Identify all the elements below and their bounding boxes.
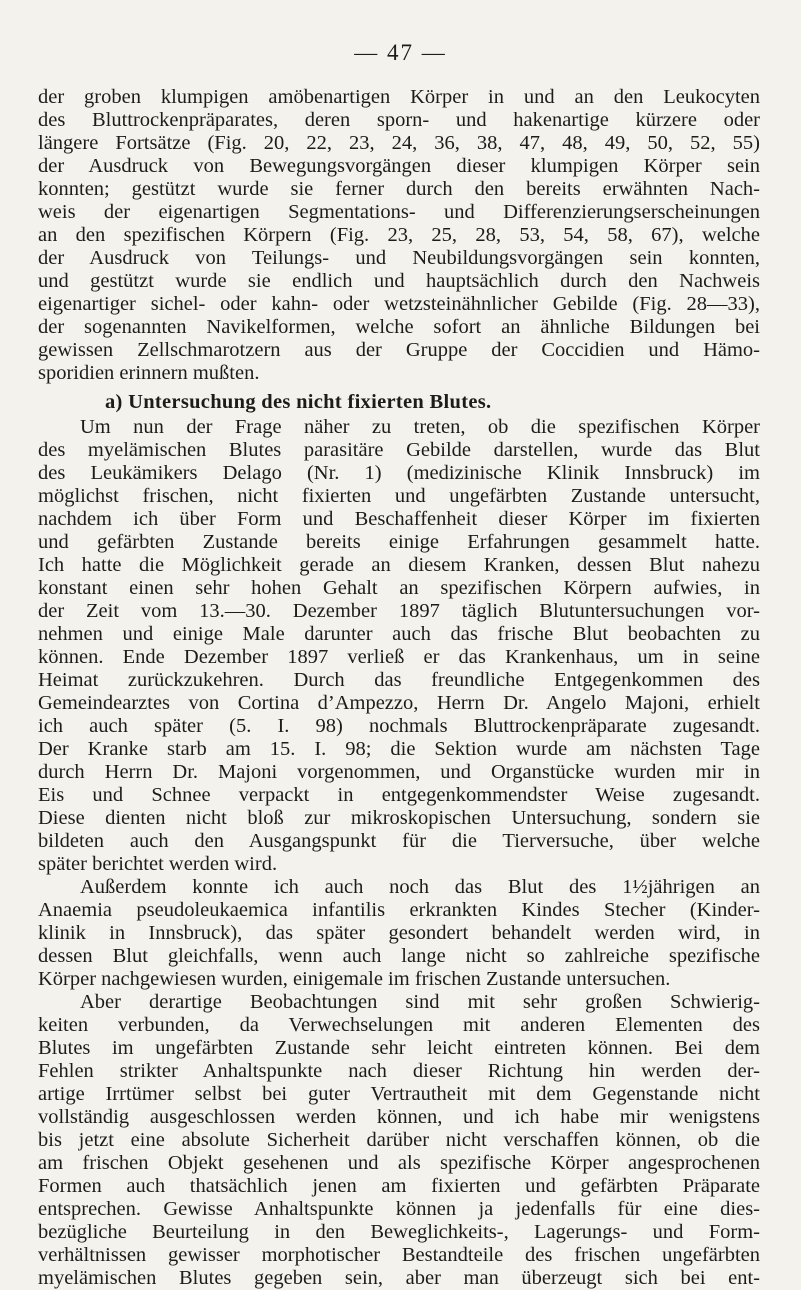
text-line: durch Herrn Dr. Majoni vorgenommen, und Organstücke wurden mir in <box>38 761 760 783</box>
paragraph <box>38 86 760 385</box>
text-line: gewissen Zellschmarotzern aus der Gruppe der Coccidien und Hämo- <box>38 339 760 361</box>
text-line: längere Fortsätze (Fig. 20, 22, 23, 24, 36, 38, 47, 48, 49, 50, 52, 55) <box>38 132 760 154</box>
text-line: myelämischen Blutes gegeben sein, aber man überzeugt sich bei ent- <box>38 1267 760 1289</box>
text-line: artige Irrtümer selbst bei guter Vertrautheit mit dem Gegenstande nicht <box>38 1083 760 1105</box>
text-line: am frischen Objekt gesehenen und als spezifische Körper angesprochenen <box>38 1152 760 1174</box>
text-line: Gemeindearztes von Cortina d’Ampezzo, Herrn Dr. Angelo Majoni, erhielt <box>38 692 760 714</box>
text-line: keiten verbunden, da Verwechselungen mit anderen Elementen des <box>38 1014 760 1036</box>
text-line: der sogenannten Navikelformen, welche sofort an ähnliche Bildungen bei <box>38 316 760 338</box>
text-line: Fehlen strikter Anhaltspunkte nach dieser Richtung hin werden der- <box>38 1060 760 1082</box>
text-line: sporidien erinnern mußten. <box>38 362 260 384</box>
text-line: an den spezifischen Körpern (Fig. 23, 25, 28, 53, 54, 58, 67), welche <box>38 224 760 246</box>
paragraph <box>38 991 760 1290</box>
text-line: klinik in Innsbruck), das später gesondert behandelt werden wird, in <box>38 922 760 944</box>
text-line: Eis und Schnee verpackt in entgegenkommendster Weise zugesandt. <box>38 784 760 806</box>
text-line: später berichtet werden wird. <box>38 853 278 875</box>
text-line: Aber derartige Beobachtungen sind mit sehr großen Schwierig- <box>80 991 760 1013</box>
text-line: Blutes im ungefärbten Zustande sehr leicht eintreten können. Bei dem <box>38 1037 760 1059</box>
text-line: des myelämischen Blutes parasitäre Gebilde darstellen, wurde das Blut <box>38 439 760 461</box>
text-line: ich auch später (5. I. 98) nochmals Bluttrockenpräparate zugesandt. <box>38 715 760 737</box>
text-line: Der Kranke starb am 15. I. 98; die Sektion wurde am nächsten Tage <box>38 738 760 760</box>
text-line: und gestützt wurde sie endlich und hauptsächlich durch den Nachweis <box>38 270 760 292</box>
text-line: möglichst frischen, nicht fixierten und ungefärbten Zustande untersucht, <box>38 485 760 507</box>
text-line: der Zeit vom 13.—30. Dezember 1897 täglich Blutuntersuchungen vor- <box>38 600 760 622</box>
text-line: Heimat zurückzukehren. Durch das freundliche Entgegenkommen des <box>38 669 760 691</box>
text-line: vollständig ausgeschlossen werden können, und ich habe mir wenigstens <box>38 1106 760 1128</box>
text-line: bildeten auch den Ausgangspunkt für die Tierversuche, über welche <box>38 830 760 852</box>
section-heading: a) Untersuchung des nicht fixierten Blutes. <box>105 391 492 413</box>
body-text <box>38 86 760 1290</box>
text-line: Außerdem konnte ich auch noch das Blut des 1½jährigen an <box>80 876 760 898</box>
text-line: entsprechen. Gewisse Anhaltspunkte können ja jedenfalls für eine dies- <box>38 1198 760 1220</box>
text-line: der Ausdruck von Teilungs- und Neubildungsvorgängen sein konnten, <box>38 247 760 269</box>
page-number: — 47 — <box>354 40 447 65</box>
text-line: des Leukämikers Delago (Nr. 1) (medizinische Klinik Innsbruck) im <box>38 462 760 484</box>
text-line: des Bluttrockenpräparates, deren sporn- und hakenartige kürzere oder <box>38 109 760 131</box>
text-line: Körper nachgewiesen wurden, einigemale im frischen Zustande untersuchen. <box>38 968 671 990</box>
paragraph <box>38 416 760 876</box>
text-line: dessen Blut gleichfalls, wenn auch lange nicht so zahlreiche spezifische <box>38 945 760 967</box>
text-line: Ich hatte die Möglichkeit gerade an diesem Kranken, dessen Blut nahezu <box>38 554 760 576</box>
text-line: und gefärbten Zustande bereits einige Erfahrungen gesammelt hatte. <box>38 531 760 553</box>
text-line: der Ausdruck von Bewegungsvorgängen dieser klumpigen Körper sein <box>38 155 760 177</box>
text-line: eigenartiger sichel- oder kahn- oder wetzsteinähnlicher Gebilde (Fig. 28—33), <box>38 293 760 315</box>
text-line: verhältnissen gewisser morphotischer Bestandteile des frischen ungefärbten <box>38 1244 760 1266</box>
text-line: nachdem ich über Form und Beschaffenheit dieser Körper im fixierten <box>38 508 760 530</box>
text-line: bis jetzt eine absolute Sicherheit darüber nicht verschaffen können, ob die <box>38 1129 760 1151</box>
text-line: Formen auch thatsächlich jenen am fixierten und gefärbten Präparate <box>38 1175 760 1197</box>
text-line: der groben klumpigen amöbenartigen Körper in und an den Leukocyten <box>38 86 760 108</box>
text-line: Um nun der Frage näher zu treten, ob die spezifischen Körper <box>80 416 760 438</box>
text-line: können. Ende Dezember 1897 verließ er das Krankenhaus, um in seine <box>38 646 760 668</box>
text-line: konstant einen sehr hohen Gehalt an spezifischen Körpern aufwies, in <box>38 577 760 599</box>
text-line: konnten; gestützt wurde sie ferner durch den bereits erwähnten Nach- <box>38 178 760 200</box>
text-line: Diese dienten nicht bloß zur mikroskopischen Untersuchung, sondern sie <box>38 807 760 829</box>
text-line: bezügliche Beurteilung in den Beweglichkeits-, Lagerungs- und Form- <box>38 1221 760 1243</box>
text-line: weis der eigenartigen Segmentations- und Differenzierungserscheinungen <box>38 201 760 223</box>
paragraph <box>38 876 760 991</box>
text-line: nehmen und einige Male darunter auch das frische Blut beobachten zu <box>38 623 760 645</box>
text-line: Anaemia pseudoleukaemica infantilis erkrankten Kindes Stecher (Kinder- <box>38 899 760 921</box>
